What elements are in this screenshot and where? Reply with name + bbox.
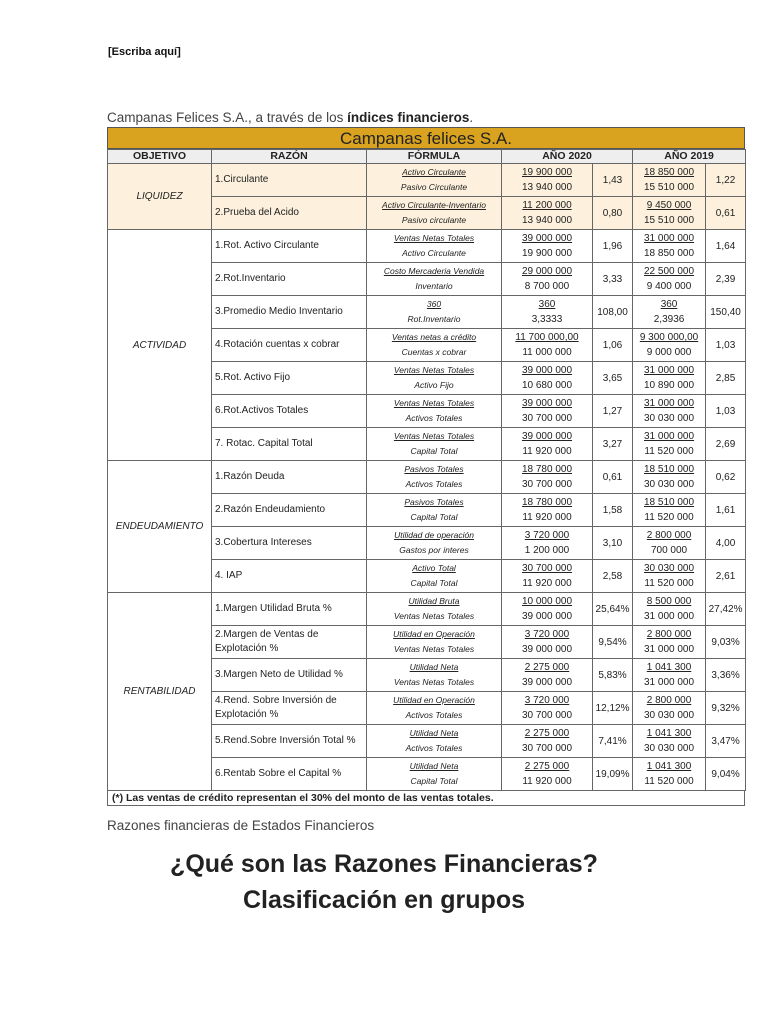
formula-cell xyxy=(367,494,502,527)
value-2019-numerator: 9 300 000,00 xyxy=(639,332,699,343)
value-2019-numerator: 2 800 000 xyxy=(646,629,692,640)
formula-cell xyxy=(367,461,502,494)
razon-cell: 6.Rentab Sobre el Capital % xyxy=(212,758,367,791)
result-2020-cell: 1,43 xyxy=(593,164,633,197)
value-2020-denominator: 30 700 000 xyxy=(521,710,573,721)
result-2019-cell: 2,85 xyxy=(706,362,746,395)
value-2019-numerator: 18 850 000 xyxy=(644,167,695,178)
value-2019-denominator: 30 030 000 xyxy=(644,743,695,754)
result-2019-cell: 1,22 xyxy=(706,164,746,197)
value-2019-denominator: 10 890 000 xyxy=(644,380,695,391)
razon-cell: 3.Promedio Medio Inventario xyxy=(212,296,367,329)
value-2019-cell xyxy=(633,527,706,560)
result-2019-cell: 9,03% xyxy=(706,626,746,659)
value-2020-numerator: 19 900 000 xyxy=(521,167,573,178)
value-2019-denominator: 11 520 000 xyxy=(644,512,694,523)
formula-numerator: Utilidad Neta xyxy=(409,662,459,672)
heading-line-1: ¿Qué son las Razones Financieras? xyxy=(170,850,598,878)
value-2019-denominator: 18 850 000 xyxy=(644,248,695,259)
table-body xyxy=(108,164,746,791)
value-2020-numerator: 29 000 000 xyxy=(521,266,573,277)
result-2020-cell: 108,00 xyxy=(593,296,633,329)
result-2020-cell: 1,58 xyxy=(593,494,633,527)
formula-denominator: Activo Circulante xyxy=(402,248,466,258)
result-2019-cell: 4,00 xyxy=(706,527,746,560)
result-2020-cell: 1,27 xyxy=(593,395,633,428)
value-2020-cell xyxy=(502,296,593,329)
value-2020-numerator: 2 275 000 xyxy=(524,761,570,772)
objetivo-cell: ACTIVIDAD xyxy=(108,230,212,461)
value-2019-cell xyxy=(633,395,706,428)
value-2020-cell xyxy=(502,758,593,791)
formula-cell xyxy=(367,296,502,329)
formula-denominator: Ventas Netas Totales xyxy=(393,611,475,621)
result-2020-cell: 1,96 xyxy=(593,230,633,263)
value-2019-cell xyxy=(633,461,706,494)
value-2019-numerator: 8 500 000 xyxy=(646,596,692,607)
value-2020-cell xyxy=(502,197,593,230)
value-2020-denominator: 11 920 000 xyxy=(522,512,572,523)
table-title: Campanas felices S.A. xyxy=(107,127,745,149)
value-2019-denominator: 11 520 000 xyxy=(644,446,694,457)
value-2019-denominator: 31 000 000 xyxy=(644,644,695,655)
value-2019-denominator: 30 030 000 xyxy=(644,479,695,490)
formula-cell xyxy=(367,230,502,263)
formula-denominator: Pasivo Circulante xyxy=(400,182,468,192)
result-2019-cell: 9,32% xyxy=(706,692,746,725)
formula-cell xyxy=(367,560,502,593)
value-2020-denominator: 8 700 000 xyxy=(524,281,570,292)
formula-numerator: 360 xyxy=(426,299,442,309)
formula-numerator: Ventas Netas Totales xyxy=(393,431,475,441)
value-2020-denominator: 3,3333 xyxy=(531,314,563,325)
value-2019-denominator: 30 030 000 xyxy=(644,710,695,721)
formula-denominator: Capital Total xyxy=(410,446,458,456)
razon-cell: 2.Rot.Inventario xyxy=(212,263,367,296)
value-2020-denominator: 11 920 000 xyxy=(522,578,572,589)
table-row xyxy=(108,230,746,263)
formula-numerator: Costo Mercaderia Vendida xyxy=(383,266,485,276)
value-2019-numerator: 31 000 000 xyxy=(644,233,695,244)
formula-numerator: Utilidad Bruta xyxy=(408,596,460,606)
razon-cell: 1.Circulante xyxy=(212,164,367,197)
result-2019-cell: 3,36% xyxy=(706,659,746,692)
formula-cell xyxy=(367,197,502,230)
value-2019-cell xyxy=(633,263,706,296)
razon-cell: 7. Rotac. Capital Total xyxy=(212,428,367,461)
heading-line-2: Clasificación en grupos xyxy=(242,886,525,914)
header-razon: RAZÓN xyxy=(212,150,367,164)
result-2020-cell: 7,41% xyxy=(593,725,633,758)
value-2019-denominator: 11 520 000 xyxy=(644,776,694,787)
value-2019-numerator: 2 800 000 xyxy=(646,695,692,706)
intro-prefix: Campanas Felices S.A., a través de los xyxy=(107,110,348,125)
table-row xyxy=(108,461,746,494)
value-2020-cell xyxy=(502,725,593,758)
value-2019-numerator: 1 041 300 xyxy=(646,662,692,673)
formula-numerator: Pasivos Totales xyxy=(404,464,464,474)
razon-cell: 1.Margen Utilidad Bruta % xyxy=(212,593,367,626)
formula-denominator: Capital Total xyxy=(410,512,458,522)
result-2020-cell: 0,80 xyxy=(593,197,633,230)
ratios-table xyxy=(107,149,746,791)
value-2020-numerator: 18 780 000 xyxy=(521,497,573,508)
value-2019-denominator: 2,3936 xyxy=(653,314,685,325)
formula-cell xyxy=(367,593,502,626)
value-2019-cell xyxy=(633,560,706,593)
formula-numerator: Utilidad en Operación xyxy=(393,629,475,639)
result-2019-cell: 0,62 xyxy=(706,461,746,494)
value-2020-cell xyxy=(502,527,593,560)
formula-denominator: Activos Totales xyxy=(405,413,463,423)
value-2020-cell xyxy=(502,428,593,461)
value-2019-denominator: 9 000 000 xyxy=(646,347,692,358)
value-2020-denominator: 19 900 000 xyxy=(521,248,573,259)
formula-cell xyxy=(367,164,502,197)
value-2020-numerator: 11 200 000 xyxy=(522,200,572,211)
result-2019-cell: 1,03 xyxy=(706,329,746,362)
value-2020-cell xyxy=(502,329,593,362)
result-2020-cell: 3,65 xyxy=(593,362,633,395)
value-2020-cell xyxy=(502,692,593,725)
razon-cell: 4.Rotación cuentas x cobrar xyxy=(212,329,367,362)
formula-denominator: Gastos por interes xyxy=(399,545,469,555)
value-2019-denominator: 11 520 000 xyxy=(644,578,694,589)
result-2020-cell: 19,09% xyxy=(593,758,633,791)
value-2020-numerator: 10 000 000 xyxy=(521,596,573,607)
formula-numerator: Utilidad Neta xyxy=(409,728,459,738)
razon-cell: 2.Prueba del Acido xyxy=(212,197,367,230)
result-2020-cell: 1,06 xyxy=(593,329,633,362)
value-2019-cell xyxy=(633,164,706,197)
value-2020-numerator: 30 700 000 xyxy=(521,563,573,574)
value-2019-cell xyxy=(633,725,706,758)
razon-cell: 5.Rend.Sobre Inversión Total % xyxy=(212,725,367,758)
razon-cell: 4. IAP xyxy=(212,560,367,593)
result-2019-cell: 9,04% xyxy=(706,758,746,791)
value-2019-cell xyxy=(633,593,706,626)
formula-cell xyxy=(367,395,502,428)
razon-cell: 2.Margen de Ventas de Explotación % xyxy=(212,626,367,659)
intro-suffix: . xyxy=(469,110,474,125)
result-2020-cell: 3,33 xyxy=(593,263,633,296)
objetivo-cell: ENDEUDAMIENTO xyxy=(108,461,212,593)
formula-numerator: Pasivos Totales xyxy=(404,497,464,507)
value-2020-cell xyxy=(502,494,593,527)
formula-cell xyxy=(367,758,502,791)
razon-cell: 1.Razón Deuda xyxy=(212,461,367,494)
value-2019-cell xyxy=(633,197,706,230)
value-2020-denominator: 11 920 000 xyxy=(522,776,572,787)
formula-cell xyxy=(367,329,502,362)
formula-numerator: Activo Circulante xyxy=(402,167,466,177)
value-2020-numerator: 3 720 000 xyxy=(524,530,570,541)
value-2019-cell xyxy=(633,494,706,527)
value-2020-cell xyxy=(502,230,593,263)
formula-denominator: Capital Total xyxy=(410,776,458,786)
ratios-table-image xyxy=(107,127,745,806)
value-2019-numerator: 30 030 000 xyxy=(644,563,695,574)
value-2019-numerator: 18 510 000 xyxy=(644,497,695,508)
objetivo-cell: RENTABILIDAD xyxy=(108,593,212,791)
formula-cell xyxy=(367,659,502,692)
value-2019-numerator: 31 000 000 xyxy=(644,365,695,376)
value-2020-denominator: 39 000 000 xyxy=(521,611,573,622)
value-2020-numerator: 360 xyxy=(538,299,556,310)
value-2020-cell xyxy=(502,593,593,626)
value-2020-denominator: 39 000 000 xyxy=(521,677,573,688)
value-2019-cell xyxy=(633,659,706,692)
value-2020-cell xyxy=(502,461,593,494)
value-2020-numerator: 39 000 000 xyxy=(521,233,573,244)
razon-cell: 6.Rot.Activos Totales xyxy=(212,395,367,428)
value-2019-numerator: 22 500 000 xyxy=(644,266,695,277)
value-2019-numerator: 2 800 000 xyxy=(646,530,692,541)
table-row xyxy=(108,164,746,197)
formula-cell xyxy=(367,692,502,725)
value-2020-numerator: 3 720 000 xyxy=(524,695,570,706)
formula-numerator: Ventas Netas Totales xyxy=(393,233,475,243)
result-2020-cell: 3,10 xyxy=(593,527,633,560)
formula-numerator: Activo Circulante-Inventario xyxy=(382,200,486,210)
value-2019-cell xyxy=(633,329,706,362)
value-2019-numerator: 360 xyxy=(660,299,678,310)
formula-numerator: Utilidad de operación xyxy=(394,530,474,540)
value-2020-denominator: 11 920 000 xyxy=(522,446,572,457)
formula-cell xyxy=(367,725,502,758)
value-2019-numerator: 1 041 300 xyxy=(646,761,692,772)
result-2019-cell: 3,47% xyxy=(706,725,746,758)
value-2020-cell xyxy=(502,164,593,197)
value-2019-cell xyxy=(633,296,706,329)
result-2019-cell: 2,69 xyxy=(706,428,746,461)
formula-denominator: Rot.Inventario xyxy=(407,314,461,324)
value-2020-cell xyxy=(502,395,593,428)
value-2019-cell xyxy=(633,230,706,263)
value-2020-numerator: 3 720 000 xyxy=(524,629,570,640)
razon-cell: 2.Razón Endeudamiento xyxy=(212,494,367,527)
result-2019-cell: 1,61 xyxy=(706,494,746,527)
value-2020-numerator: 39 000 000 xyxy=(521,365,573,376)
value-2020-denominator: 10 680 000 xyxy=(521,380,573,391)
value-2020-numerator: 2 275 000 xyxy=(524,728,570,739)
formula-denominator: Ventas Netas Totales xyxy=(393,644,475,654)
header-anio-2020: AÑO 2020 xyxy=(502,150,633,164)
formula-cell xyxy=(367,527,502,560)
value-2019-cell xyxy=(633,758,706,791)
header-objetivo: OBJETIVO xyxy=(108,150,212,164)
result-2019-cell: 1,03 xyxy=(706,395,746,428)
value-2019-denominator: 15 510 000 xyxy=(644,215,695,226)
image-caption: Razones financieras de Estados Financieros xyxy=(107,818,375,833)
formula-cell xyxy=(367,626,502,659)
razon-cell: 5.Rot. Activo Fijo xyxy=(212,362,367,395)
value-2019-cell xyxy=(633,692,706,725)
result-2020-cell: 2,58 xyxy=(593,560,633,593)
value-2019-numerator: 1 041 300 xyxy=(646,728,692,739)
value-2020-numerator: 11 700 000,00 xyxy=(515,332,579,343)
value-2020-cell xyxy=(502,560,593,593)
value-2019-denominator: 31 000 000 xyxy=(644,677,695,688)
value-2019-cell xyxy=(633,428,706,461)
value-2019-cell xyxy=(633,626,706,659)
value-2020-denominator: 39 000 000 xyxy=(521,644,573,655)
formula-cell xyxy=(367,263,502,296)
razon-cell: 3.Cobertura Intereses xyxy=(212,527,367,560)
result-2020-cell: 5,83% xyxy=(593,659,633,692)
formula-denominator: Capital Total xyxy=(410,578,458,588)
formula-cell xyxy=(367,362,502,395)
value-2020-denominator: 30 700 000 xyxy=(521,743,573,754)
formula-cell xyxy=(367,428,502,461)
value-2019-denominator: 30 030 000 xyxy=(644,413,695,424)
formula-numerator: Ventas netas a crédito xyxy=(391,332,477,342)
value-2020-cell xyxy=(502,263,593,296)
razon-cell: 1.Rot. Activo Circulante xyxy=(212,230,367,263)
formula-denominator: Activos Totales xyxy=(405,710,463,720)
value-2019-denominator: 9 400 000 xyxy=(646,281,692,292)
value-2019-denominator: 15 510 000 xyxy=(644,182,695,193)
value-2020-cell xyxy=(502,362,593,395)
result-2020-cell: 9,54% xyxy=(593,626,633,659)
value-2020-denominator: 30 700 000 xyxy=(521,413,573,424)
result-2019-cell: 0,61 xyxy=(706,197,746,230)
razon-cell: 3.Margen Neto de Utilidad % xyxy=(212,659,367,692)
result-2020-cell: 12,12% xyxy=(593,692,633,725)
razon-cell: 4.Rend. Sobre Inversión de Explotación % xyxy=(212,692,367,725)
formula-denominator: Activos Totales xyxy=(405,479,463,489)
formula-denominator: Cuentas x cobrar xyxy=(401,347,467,357)
formula-numerator: Utilidad Neta xyxy=(409,761,459,771)
value-2019-numerator: 9 450 000 xyxy=(646,200,692,211)
table-footnote: (*) Las ventas de crédito representan el 30% del monto de las ventas totales. xyxy=(107,791,745,806)
value-2019-denominator: 700 000 xyxy=(650,545,688,556)
value-2019-numerator: 31 000 000 xyxy=(644,398,695,409)
value-2020-numerator: 39 000 000 xyxy=(521,398,573,409)
formula-denominator: Inventario xyxy=(415,281,453,291)
value-2020-numerator: 2 275 000 xyxy=(524,662,570,673)
intro-paragraph xyxy=(107,110,473,125)
table-row xyxy=(108,593,746,626)
value-2020-cell xyxy=(502,659,593,692)
value-2019-cell xyxy=(633,362,706,395)
value-2019-numerator: 31 000 000 xyxy=(644,431,695,442)
result-2019-cell: 1,64 xyxy=(706,230,746,263)
value-2019-numerator: 18 510 000 xyxy=(644,464,695,475)
result-2019-cell: 27,42% xyxy=(706,593,746,626)
result-2019-cell: 2,61 xyxy=(706,560,746,593)
value-2020-denominator: 13 940 000 xyxy=(521,215,573,226)
formula-numerator: Ventas Netas Totales xyxy=(393,365,475,375)
value-2020-numerator: 18 780 000 xyxy=(521,464,573,475)
result-2019-cell: 150,40 xyxy=(706,296,746,329)
header-formula: FÓRMULA xyxy=(367,150,502,164)
value-2020-denominator: 30 700 000 xyxy=(521,479,573,490)
header-note: [Escriba aquí] xyxy=(108,46,181,58)
formula-denominator: Pasivo circulante xyxy=(401,215,467,225)
formula-denominator: Activos Totales xyxy=(405,743,463,753)
intro-bold: índices financieros xyxy=(347,110,470,125)
formula-numerator: Utilidad en Operación xyxy=(393,695,475,705)
value-2020-denominator: 13 940 000 xyxy=(521,182,573,193)
result-2020-cell: 0,61 xyxy=(593,461,633,494)
objetivo-cell: LIQUIDEZ xyxy=(108,164,212,230)
result-2020-cell: 3,27 xyxy=(593,428,633,461)
value-2019-denominator: 31 000 000 xyxy=(644,611,695,622)
formula-numerator: Activo Total xyxy=(412,563,456,573)
value-2020-denominator: 1 200 000 xyxy=(524,545,570,556)
formula-denominator: Ventas Netas Totales xyxy=(393,677,475,687)
result-2020-cell: 25,64% xyxy=(593,593,633,626)
formula-numerator: Ventas Netas Totales xyxy=(393,398,475,408)
formula-denominator: Activo Fijo xyxy=(414,380,454,390)
value-2020-numerator: 39 000 000 xyxy=(521,431,573,442)
header-row xyxy=(108,150,746,164)
value-2020-denominator: 11 000 000 xyxy=(522,347,572,358)
header-anio-2019: AÑO 2019 xyxy=(633,150,746,164)
section-heading xyxy=(0,846,768,918)
result-2019-cell: 2,39 xyxy=(706,263,746,296)
value-2020-cell xyxy=(502,626,593,659)
